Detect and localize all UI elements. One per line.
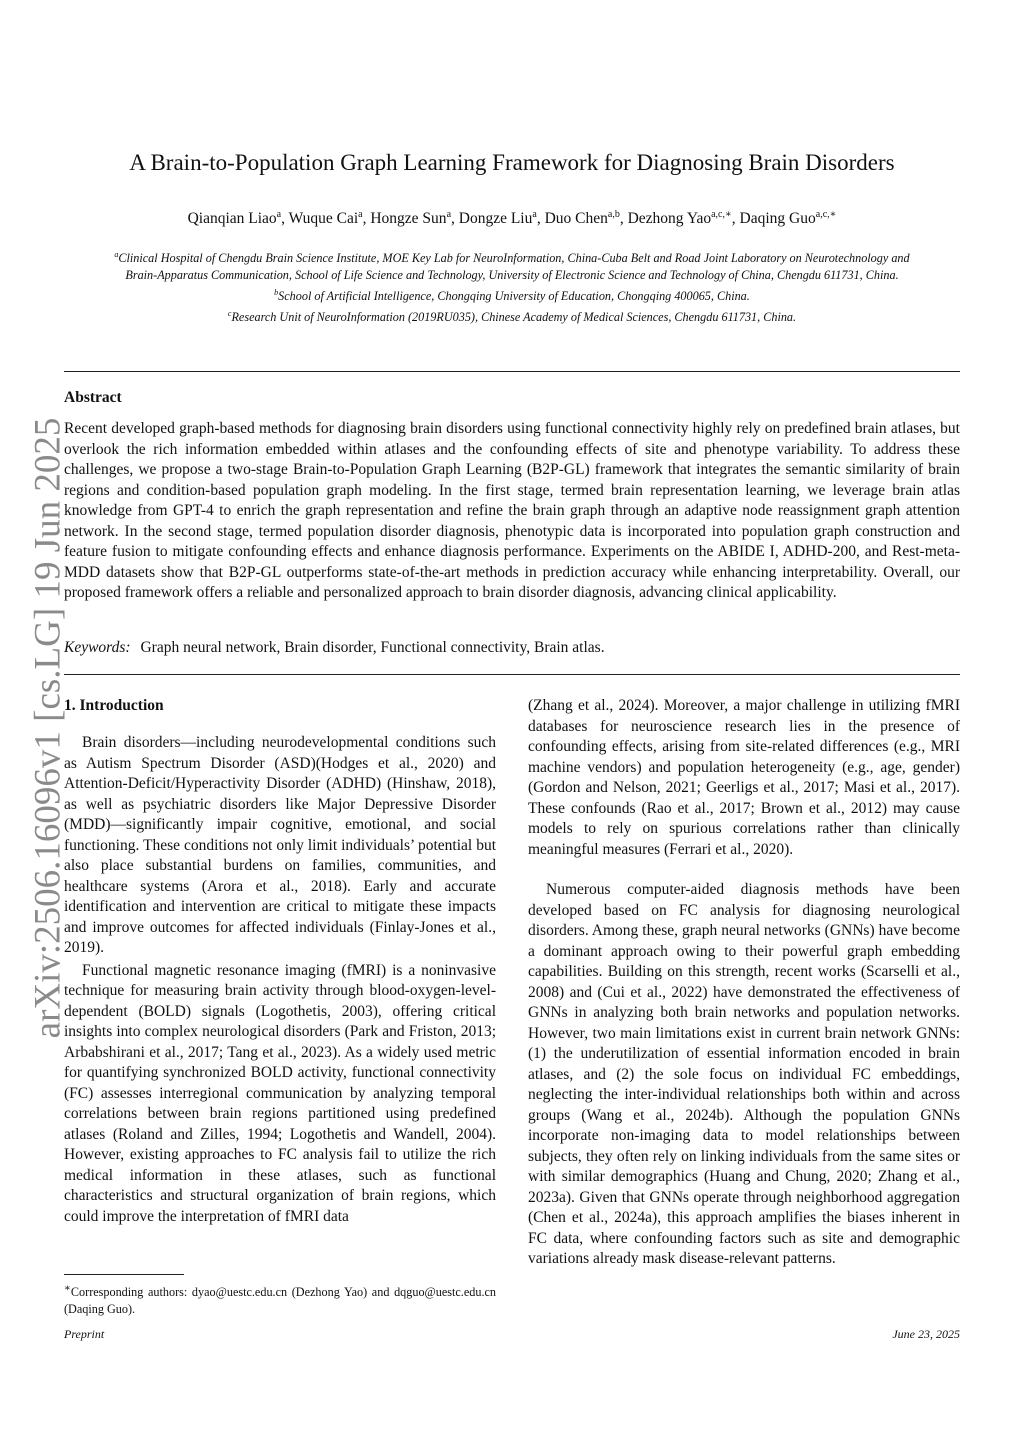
footer-preprint: Preprint bbox=[64, 1327, 105, 1341]
affiliation-c: $^c$Research Unit of NeuroInformation (2019RU035), Chinese Academy of Medical Sciences, Chengdu 611731, China. bbox=[227, 309, 797, 325]
footnote bbox=[64, 1280, 496, 1318]
author: Duo Chen$^{a,b}$, bbox=[544, 209, 628, 228]
footnote-text: Corresponding authors: dyao@uestc.edu.cn (Dezhong Yao) and dqguo@uestc.edu.cn (Daqing Guo). bbox=[64, 1285, 496, 1317]
intro-paragraph-4: Numerous computer-aided diagnosis methods have been developed based on FC analysis for diagnosing neurological disorders. Among these, graph neural networks (GNNs) have become a dominant approach owing to their powerful graph embedding capabilities. Building on this strength, recent works (Scarselli et al., 2008) and (Cui et al., 2022) have demonstrated the effectiveness of GNNs in analyzing both brain networks and population networks. However, two main limitations exist in current brain network GNNs: (1) the underutilization of essential information encoded in brain atlases, and (2) the sole focus on individual FC embeddings, neglecting the inter-individual relationships both within and across groups (Wang et al., 2024b). Although the population GNNs incorporate non-imaging data to model relationships between subjects, they often rely on linking individuals from the same sites or with similar demographics (Huang and Chung, 2020; Zhang et al., 2023a). Given that GNNs operate through neighborhood aggregation (Chen et al., 2024a), this approach amplifies the biases inherent in FC data, where confounding factors such as site and demographic variations already mask disease-relevant patterns. bbox=[528, 881, 960, 1267]
right-column bbox=[528, 696, 960, 1270]
author: Qianqian Liao$^a$, bbox=[187, 209, 289, 228]
abstract-heading: Abstract bbox=[64, 389, 122, 406]
left-column bbox=[64, 733, 496, 1227]
top-divider bbox=[64, 371, 960, 372]
author: Daqing Guo$^{a,c,∗}$ bbox=[739, 209, 837, 228]
intro-paragraph-1: Brain disorders—including neurodevelopmental conditions such as Autism Spectrum Disorder (ASD)(Hodges et al., 2020) and Attention-Deficit/Hyperactivity Disorder (ADHD) (Hinshaw, 2018), as well as psychiatric disorders like Major Depressive Disorder (MDD)—significantly impair cognitive, emotional, and social functioning. These conditions not only limit individuals’ potential but also place substantial burdens on families, communities, and healthcare systems (Arora et al., 2018). Early and accurate identification and intervention are critical to mitigate these impacts and improve outcomes for affected individuals (Finlay-Jones et al., 2019). bbox=[64, 734, 496, 956]
intro-paragraph-3: (Zhang et al., 2024). Moreover, a major challenge in utilizing fMRI databases for neuroscience research lies in the presence of confounding effects, arising from site-related differences (e.g., MRI machine vendors) and population heterogeneity (e.g., age, gender) (Gordon and Nelson, 2021; Geerligs et al., 2017; Masi et al., 2017). These confounds (Rao et al., 2017; Brown et al., 2012) may cause models to rely on spurious correlations rather than clinically meaningful measures (Ferrari et al., 2020). bbox=[528, 697, 960, 858]
author: Hongze Sun$^a$, bbox=[370, 209, 459, 228]
footnote-mark: ∗ bbox=[64, 1283, 71, 1294]
intro-paragraph-2: Functional magnetic resonance imaging (fMRI) is a noninvasive technique for measuring brain activity through blood-oxygen-level-dependent (BOLD) signals (Logothetis, 2003), offering critical insights into complex neurological disorders (Park and Friston, 2013; Arbabshirani et al., 2017; Tang et al., 2023). As a widely used metric for quantifying synchronized BOLD activity, functional connectivity (FC) assesses interregional communication by analyzing temporal correlations between brain regions partitioned using predefined atlases (Roland and Zilles, 1994; Logothetis and Wandell, 2004). However, existing approaches to FC analysis fail to utilize the rich medical information in these atlases, such as functional characteristics and structural organization of brain regions, which could improve the interpretation of fMRI data bbox=[64, 961, 496, 1225]
keywords-list: Graph neural network, Brain disorder, Functional connectivity, Brain atlas. bbox=[140, 639, 605, 656]
paper-title: A Brain-to-Population Graph Learning Framework for Diagnosing Brain Disorders bbox=[129, 150, 895, 175]
author: Wuque Cai$^a$, bbox=[288, 209, 371, 228]
author: Dezhong Yao$^{a,c,∗}$, bbox=[627, 209, 740, 228]
affiliation-a: $^a$Clinical Hospital of Chengdu Brain Science Institute, MOE Key Lab for NeuroInformation, China-Cuba Belt and Road Joint Laboratory on Neurotechnology and bbox=[114, 250, 910, 266]
author-list bbox=[0, 209, 1024, 228]
arxiv-stamp: arXiv:2506.16096v1 [cs.LG] 19 Jun 2025 bbox=[27, 417, 69, 1039]
affiliation-a-cont: Brain-Apparatus Communication, School of Life Science and Technology, University of Electronic Science and Technology of China, Chengdu 611731, China. bbox=[125, 268, 899, 283]
footnote-divider bbox=[64, 1274, 184, 1275]
footer-date: June 23, 2025 bbox=[892, 1327, 960, 1341]
keywords-label: Keywords: bbox=[64, 639, 131, 656]
author: Dongze Liu$^a$, bbox=[458, 209, 545, 228]
affiliations bbox=[60, 246, 964, 326]
abstract-text: Recent developed graph-based methods for diagnosing brain disorders using functional connectivity highly rely on predefined brain atlases, but overlook the rich information embedded within atlases and the confounding effects of site and phenotype variability. To address these challenges, we propose a two-stage Brain-to-Population Graph Learning (B2P-GL) framework that integrates the semantic similarity of brain regions and condition-based population graph modeling. In the first stage, termed brain representation learning, we leverage brain atlas knowledge from GPT-4 to enrich the graph representation and refine the brain graph through an adaptive node reassignment graph attention network. In the second stage, termed population disorder diagnosis, phenotypic data is incorporated into population graph construction and feature fusion to mitigate confounding effects and enhance diagnosis performance. Experiments on the ABIDE I, ADHD-200, and Rest-meta-MDD datasets show that B2P-GL outperforms state-of-the-art methods in prediction accuracy while enhancing interpretability. Overall, our proposed framework offers a reliable and personalized approach to brain disorder diagnosis, advancing clinical applicability. bbox=[64, 420, 960, 601]
section-heading-introduction: 1. Introduction bbox=[64, 697, 164, 714]
keywords bbox=[64, 639, 605, 657]
affiliation-b: $^b$School of Artificial Intelligence, Chongqing University of Education, Chongqing 400065, China. bbox=[274, 288, 750, 304]
bottom-divider bbox=[64, 674, 960, 675]
